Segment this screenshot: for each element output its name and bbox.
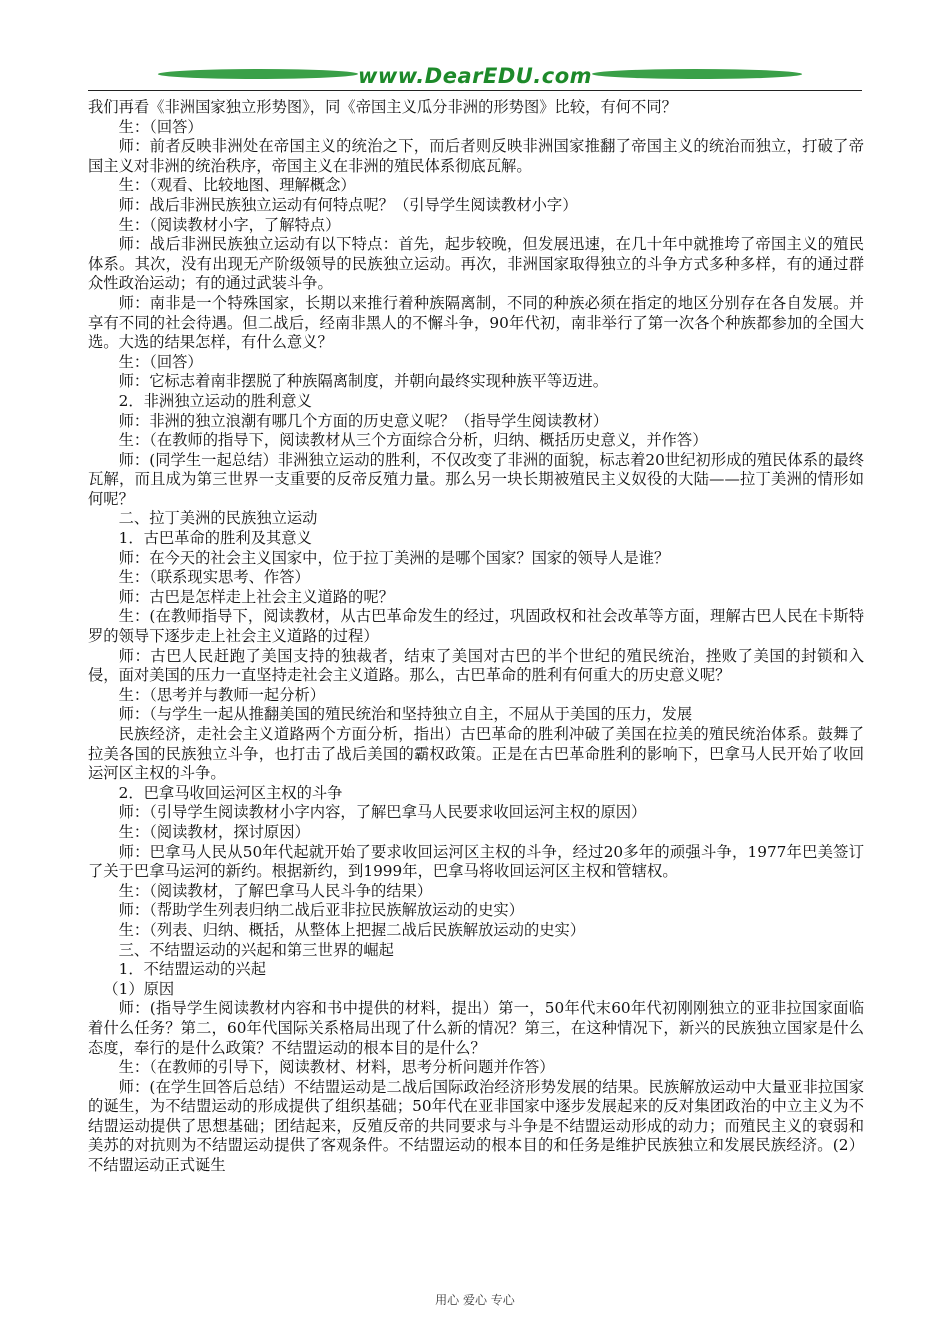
paragraph: 师：前者反映非洲处在帝国主义的统治之下，而后者则反映非洲国家推翻了帝国主义的统治而独立，打破了帝国主义对非洲的统治秩序，帝国主义在非洲的殖民体系彻底瓦解。	[88, 137, 864, 175]
paragraph: 民族经济，走社会主义道路两个方面分析，指出）古巴革命的胜利冲破了美国在拉美的殖民统治体系。鼓舞了拉美各国的民族独立斗争，也打击了战后美国的霸权政策。正是在古巴革命胜利的影响下，巴拿马人民开始了收回运河区主权的斗争。	[88, 725, 864, 783]
paragraph: 师：（引导学生阅读教材小字内容，了解巴拿马人民要求收回运河主权的原因）	[118, 803, 647, 822]
paragraph: 生：（回答）	[118, 352, 203, 371]
section-heading: 三、不结盟运动的兴起和第三世界的崛起	[118, 940, 394, 959]
paragraph: 师：(指导学生阅读教材内容和书中提供的材料，提出）第一，50年代末60年代初刚刚独立的亚非拉国家面临着什么任务？第二，60年代国际关系格局出现了什么新的情况？第三，在这种情况下，新兴的民族独立国家是什么态度，奉行的是什么政策？不结盟运动的根本目的是什么？	[88, 999, 864, 1057]
paragraph: 生：（在教师的引导下，阅读教材、材料，思考分析问题并作答）	[118, 1058, 555, 1077]
paragraph: 师：它标志着南非摆脱了种族隔离制度，并朝向最终实现种族平等迈进。	[118, 372, 609, 391]
paragraph: 师：在今天的社会主义国家中，位于拉丁美洲的是哪个国家？国家的领导人是谁？	[118, 548, 670, 567]
section-heading: 二、拉丁美洲的民族独立运动	[118, 509, 318, 528]
paragraph: 生：(在教师指导下，阅读教材，从古巴革命发生的经过，巩固政权和社会改革等方面，理解古巴人民在卡斯特罗的领导下逐步走上社会主义道路的过程）	[88, 607, 864, 646]
paragraph: 师：（帮助学生列表归纳二战后亚非拉民族解放运动的史实）	[118, 901, 524, 920]
paragraph: 师：（与学生一起从推翻美国的殖民统治和坚持独立自主，不屈从于美国的压力，发展	[118, 705, 693, 724]
paragraph: 师：古巴是怎样走上社会主义道路的呢？	[118, 587, 394, 606]
section-heading: 1．不结盟运动的兴起	[118, 960, 266, 979]
paragraph: 师：非洲的独立浪潮有哪几个方面的历史意义呢？（指导学生阅读教材）	[118, 411, 609, 430]
paragraph: 生：（列表、归纳、概括，从整体上把握二战后民族解放运动的史实）	[118, 920, 586, 939]
section-heading: （1）原因	[103, 979, 175, 998]
paragraph: 师：战后非洲民族独立运动有何特点呢？（引导学生阅读教材小字）	[118, 195, 578, 214]
document-body	[88, 98, 864, 1176]
section-heading: 1．古巴革命的胜利及其意义	[118, 529, 312, 548]
paragraph: 师：(在学生回答后总结）不结盟运动是二战后国际政治经济形势发展的结果。民族解放运动中大量亚非拉国家的诞生，为不结盟运动的形成提供了组织基础；50年代在亚非国家中逐步发展起来的反对集团政治的中立主义为不结盟运动提供了思想基础；团结起来，反殖反帝的共同要求与斗争是不结盟运动形成的动力；而殖民主义的衰弱和美苏的对抗则为不结盟运动提供了客观条件。不结盟运动的根本目的和任务是维护民族独立和发展民族经济。(2）不结盟运动正式诞生	[88, 1077, 864, 1175]
paragraph: 生：（阅读教材，了解巴拿马人民斗争的结果）	[118, 881, 433, 900]
paragraph: 生：（阅读教材，探讨原因）	[118, 822, 310, 841]
paragraph: 师：南非是一个特殊国家，长期以来推行着种族隔离制，不同的种族必须在指定的地区分别存在各自发展。并享有不同的社会待遇。但二战后，经南非黑人的不懈斗争，90年代初，南非举行了第一次各个种族都参加的全国大选。大选的结果怎样，有什么意义？	[88, 293, 864, 352]
paragraph: 生：（阅读教材小字，了解特点）	[118, 215, 341, 234]
paragraph: 我们再看《非洲国家独立形势图》，同《帝国主义瓜分非洲的形势图》比较，有何不同？	[88, 98, 677, 116]
site-logo: www.DearEDU.com	[357, 64, 593, 88]
page-header	[88, 58, 862, 98]
paragraph: 生：（思考并与教师一起分析）	[118, 685, 326, 704]
section-heading: 2．巴拿马收回运河区主权的斗争	[118, 783, 343, 802]
paragraph: 师：(同学生一起总结）非洲独立运动的胜利，不仅改变了非洲的面貌，标志着20世纪初形成的殖民体系的最终瓦解，而且成为第三世界一支重要的反帝反殖力量。那么另一块长期被殖民主义奴役的大陆——拉丁美洲的情形如何呢？	[88, 450, 864, 508]
header-rule	[88, 90, 862, 91]
paragraph: 生：（在教师的指导下，阅读教材从三个方面综合分析，归纳、概括历史意义，并作答）	[118, 431, 708, 450]
paragraph: 师：战后非洲民族独立运动有以下特点：首先，起步较晚，但发展迅速，在几十年中就推垮了帝国主义的殖民体系。其次，没有出现无产阶级领导的民族独立运动。再次，非洲国家取得独立的斗争方式多种多样，有的通过群众性政治运动；有的通过武装斗争。	[88, 235, 864, 293]
paragraph: 师：巴拿马人民从50年代起就开始了要求收回运河区主权的斗争，经过20多年的顽强斗争，1977年巴美签订了关于巴拿马运河的新约。根据新约，到1999年，巴拿马将收回运河区主权和管辖权。	[88, 842, 864, 881]
paragraph: 生：（观看、比较地图、理解概念）	[118, 176, 356, 195]
paragraph: 生：（联系现实思考、作答）	[118, 568, 310, 587]
page-footer: 用心 爱心 专心	[435, 1293, 515, 1307]
section-heading: 2．非洲独立运动的胜利意义	[118, 391, 312, 410]
paragraph: 师：古巴人民赶跑了美国支持的独裁者，结束了美国对古巴的半个世纪的殖民统治，挫败了美国的封锁和入侵，面对美国的压力一直坚持走社会主义道路。那么，古巴革命的胜利有何重大的历史意义呢？	[88, 646, 864, 685]
paragraph: 生：（回答）	[118, 117, 203, 136]
